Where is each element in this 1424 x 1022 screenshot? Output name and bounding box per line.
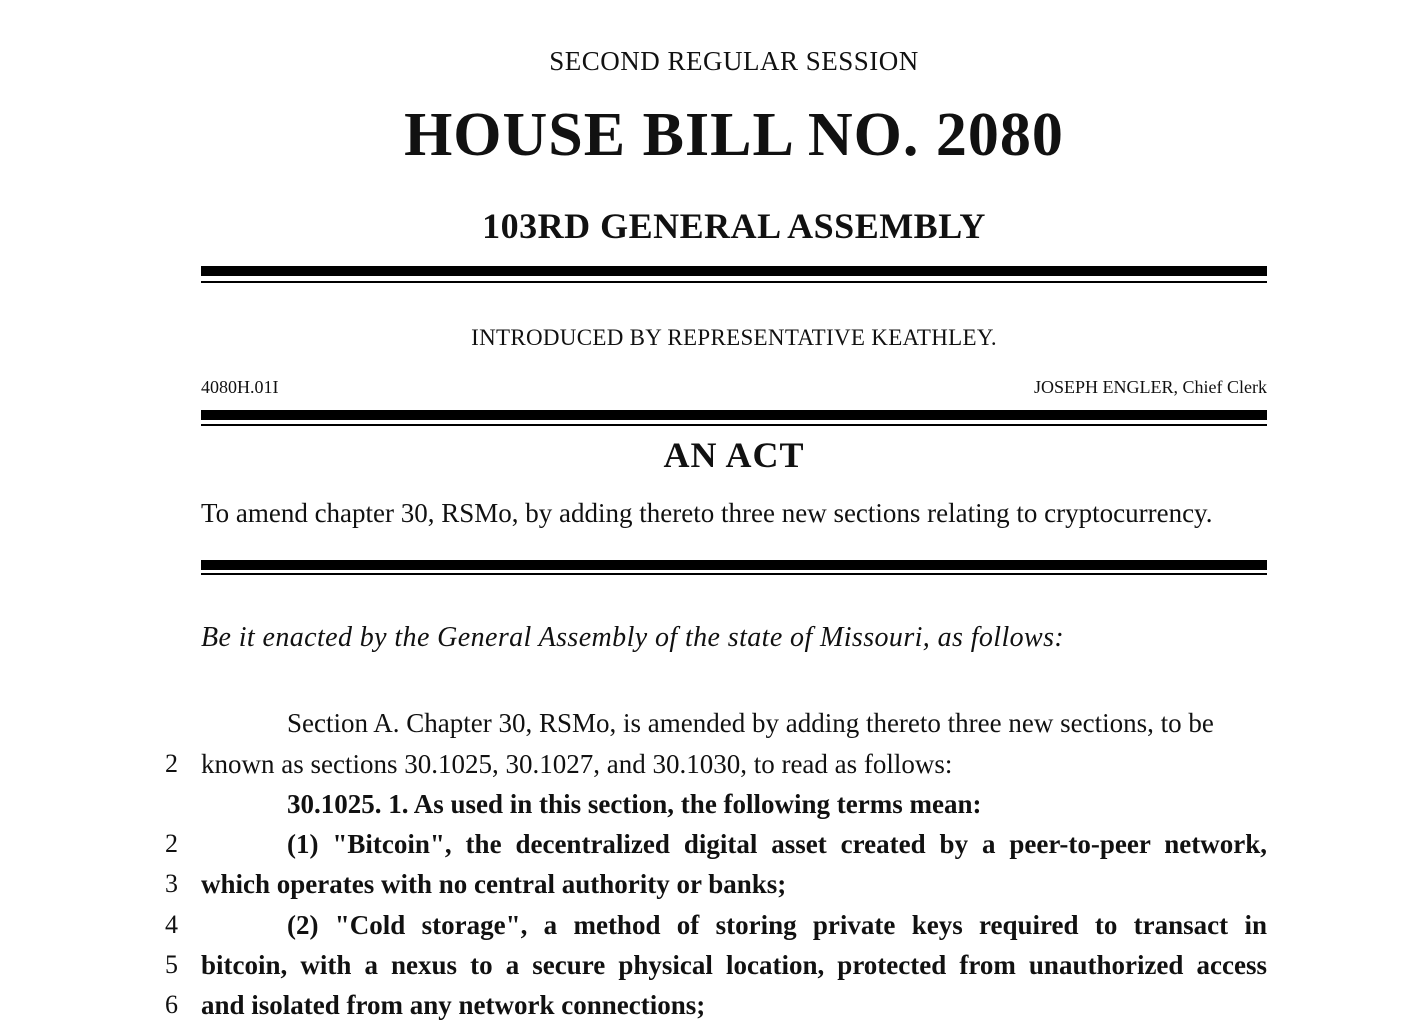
- line-number: 2: [165, 749, 178, 778]
- bill-title: HOUSE BILL NO. 2080: [404, 101, 1064, 169]
- body-line: bitcoin, with a nexus to a secure physical location, protected from unauthorized access: [201, 950, 1267, 980]
- act-divider-thin: [201, 573, 1267, 575]
- body-line: (2) "Cold storage", a method of storing private keys required to transact in: [287, 910, 1267, 940]
- body-line: and isolated from any network connections;: [201, 990, 706, 1020]
- line-number: 6: [165, 990, 178, 1019]
- act-title: AN ACT: [663, 435, 805, 475]
- header-divider-thin: [201, 281, 1267, 283]
- body-line: Section A. Chapter 30, RSMo, is amended by adding thereto three new sections, to be: [287, 708, 1214, 738]
- act-divider-thick: [201, 560, 1267, 570]
- meta-divider-thin: [201, 424, 1267, 426]
- enacting-clause: Be it enacted by the General Assembly of the state of Missouri, as follows:: [201, 622, 1065, 653]
- section-heading-line: 30.1025. 1. As used in this section, the following terms mean:: [287, 789, 982, 819]
- act-description: To amend chapter 30, RSMo, by adding thereto three new sections relating to cryptocurrency.: [201, 498, 1213, 528]
- session-heading: SECOND REGULAR SESSION: [549, 46, 919, 76]
- body-line: (1) "Bitcoin", the decentralized digital asset created by a peer-to-peer network,: [287, 829, 1267, 859]
- line-number: 2: [165, 829, 178, 858]
- bill-code: 4080H.01I: [201, 377, 279, 397]
- introduced-by: INTRODUCED BY REPRESENTATIVE KEATHLEY.: [471, 325, 997, 350]
- chief-clerk: JOSEPH ENGLER, Chief Clerk: [1034, 377, 1267, 397]
- meta-divider-thick: [201, 410, 1267, 420]
- body-line: known as sections 30.1025, 30.1027, and 30.1030, to read as follows:: [201, 749, 953, 779]
- line-number: 4: [165, 910, 178, 939]
- header-divider-thick: [201, 266, 1267, 276]
- line-number: 3: [165, 869, 178, 898]
- line-number: 5: [165, 950, 178, 979]
- body-line: which operates with no central authority or banks;: [201, 869, 787, 899]
- assembly-heading: 103RD GENERAL ASSEMBLY: [482, 206, 986, 246]
